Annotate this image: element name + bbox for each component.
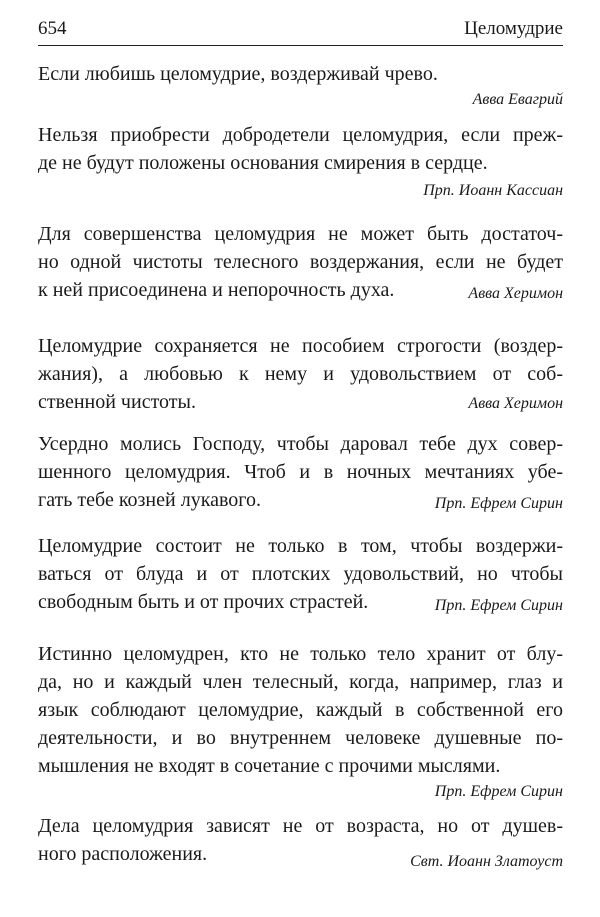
quote-line: мышления не входят в сочетание с прочими мыслями. bbox=[38, 755, 501, 777]
quote-line: Если любишь целомудрие, воздерживай чрево. bbox=[38, 63, 438, 85]
quote-author: Прп. Ефрем Сирин bbox=[434, 495, 563, 512]
quote-line: гать тебе козней лукавого. bbox=[38, 489, 261, 511]
quote-line: де не будут положены основания смирения в сердце. bbox=[38, 152, 488, 174]
quote-line: Истинно целомудрен, кто не только тело хранит от блу- bbox=[38, 643, 563, 665]
quote bbox=[38, 812, 563, 868]
quote-line: Нельзя приобрести добродетели целомудрия, если преж- bbox=[38, 124, 563, 146]
quote-author: Авва Херимон bbox=[468, 285, 563, 302]
quote-line: свободным быть и от прочих страстей. bbox=[38, 591, 369, 613]
quote bbox=[38, 60, 563, 108]
quote-line: Усердно молись Господу, чтобы даровал тебе дух совер- bbox=[38, 433, 563, 455]
quote-line: деятельности, и во внутреннем человеке душевные по- bbox=[38, 727, 563, 749]
quote-line: язык соблюдают целомудрие, каждый в собственной его bbox=[38, 699, 563, 721]
quote-line: ваться от блуда и от плотских удовольствий, но чтобы bbox=[38, 563, 563, 585]
quote-line: но одной чистоты телесного воздержания, если не будет bbox=[38, 251, 563, 273]
quote-line: шенного целомудрия. Чтоб и в ночных мечтаниях убе- bbox=[38, 461, 563, 483]
header-rule bbox=[38, 45, 563, 46]
quote-line: ственной чистоты. bbox=[38, 391, 196, 413]
quote-line: ного расположения. bbox=[38, 843, 208, 865]
quote-line: Целомудрие сохраняется не пособием строгости (воздер- bbox=[38, 335, 563, 357]
quote-author: Прп. Ефрем Сирин bbox=[434, 597, 563, 614]
page-number: 654 bbox=[38, 18, 67, 39]
quote-author: Авва Херимон bbox=[468, 395, 563, 412]
quote-line: да, но и каждый член телесный, когда, например, глаз и bbox=[38, 671, 563, 693]
quote bbox=[38, 332, 563, 416]
quote bbox=[38, 430, 563, 514]
running-title: Целомудрие bbox=[464, 18, 563, 39]
quote-line: к ней присоединена и непорочность духа. bbox=[38, 279, 395, 301]
quote-line: Дела целомудрия зависят не от возраста, но от душев- bbox=[38, 815, 563, 837]
quote bbox=[38, 640, 563, 800]
quote-author: Свт. Иоанн Златоуст bbox=[410, 853, 563, 870]
quote-line: Для совершенства целомудрия не может быть достаточ- bbox=[38, 223, 563, 245]
quote-author: Авва Евагрий bbox=[472, 91, 563, 108]
quote bbox=[38, 532, 563, 616]
quote-author: Прп. Иоанн Кассиан bbox=[423, 182, 563, 199]
quote-line: Целомудрие состоит не только в том, чтобы воздержи- bbox=[38, 535, 563, 557]
quote bbox=[38, 220, 563, 304]
quote-line: жания), а любовью к нему и удовольствием от соб- bbox=[38, 363, 563, 385]
quote bbox=[38, 121, 563, 199]
quote-author: Прп. Ефрем Сирин bbox=[434, 783, 563, 800]
